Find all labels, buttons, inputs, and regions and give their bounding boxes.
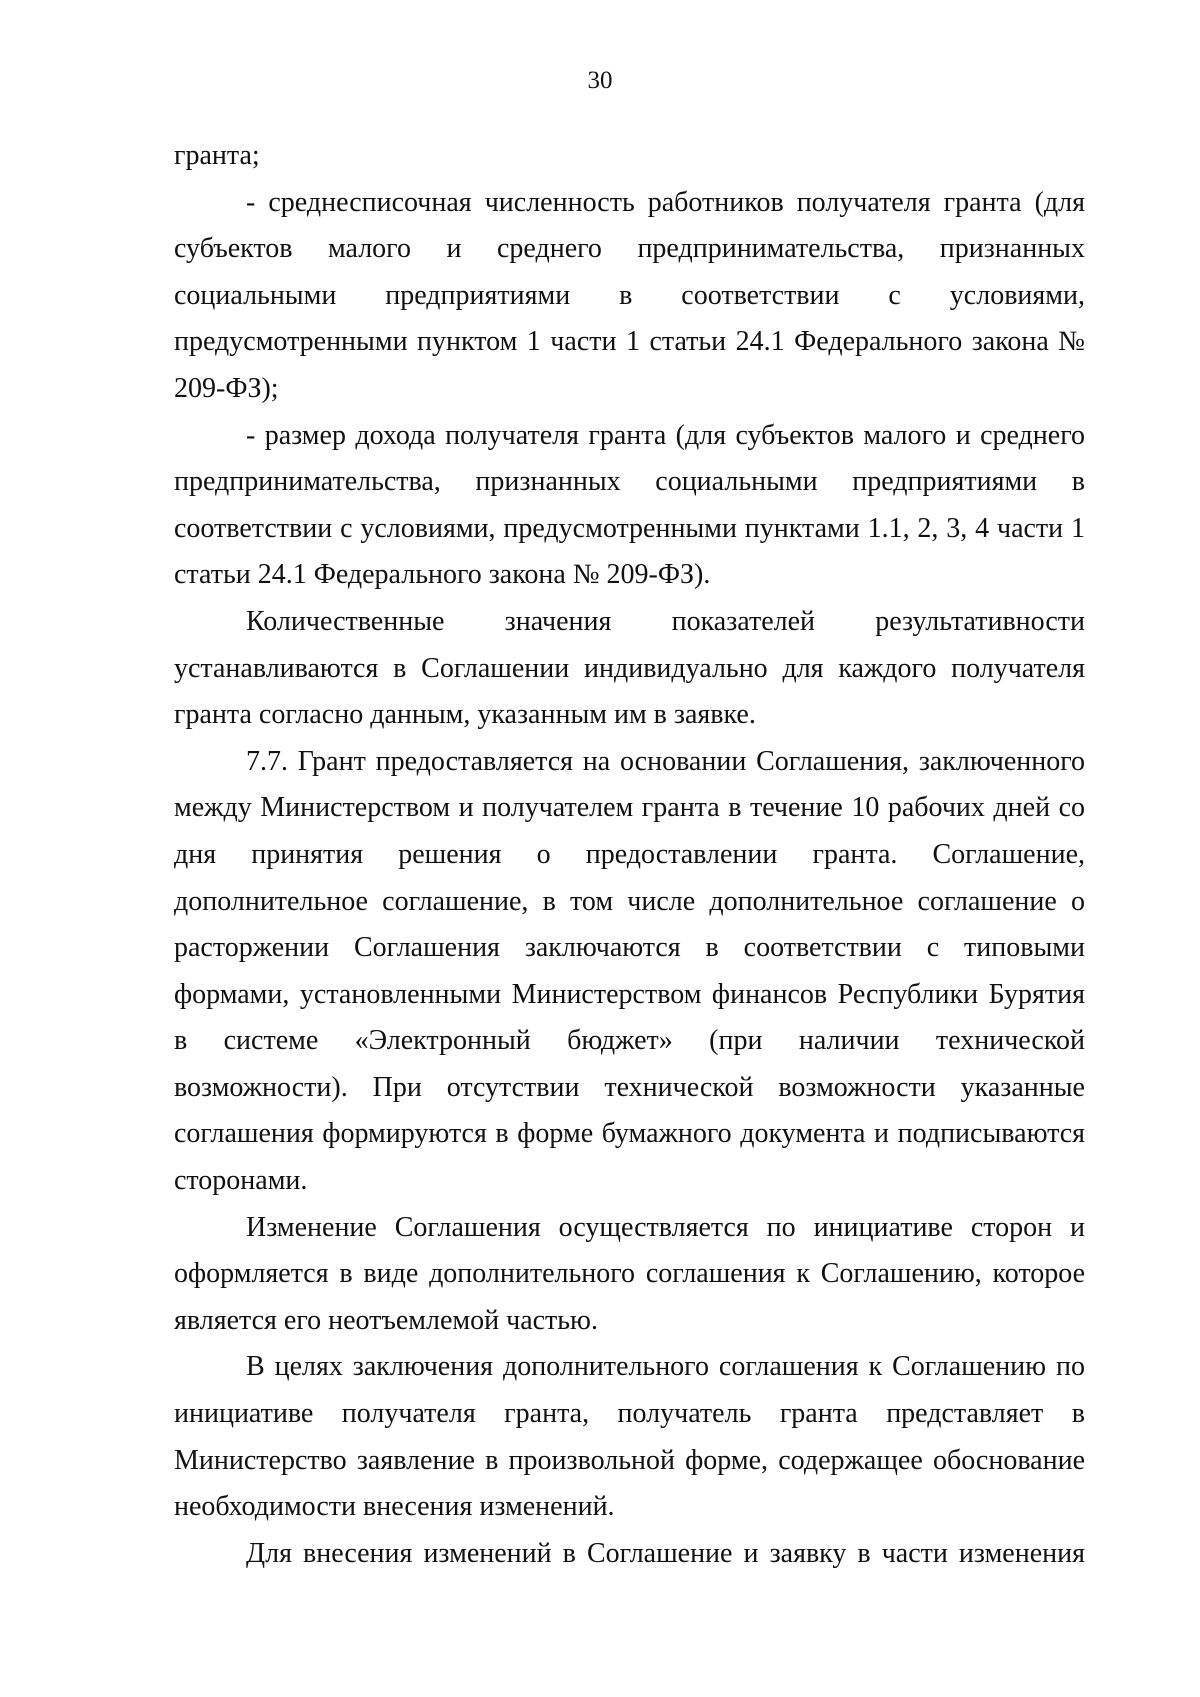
page-number: 30 [587,67,613,94]
document-body [174,133,1085,1577]
paragraph-agreement-amendment: Изменение Соглашения осуществляется по инициативе сторон и оформляется в виде дополнительного соглашения к Соглашению, которое является его неотъемлемой частью. [174,1211,1085,1336]
paragraph-income-indicator: - размер дохода получателя гранта (для субъектов малого и среднего предпринимательства, признанных социальными предприятиями в соответствии с условиями, предусмотренными пунктами 1.1, 2, 3, 4 части 1 статьи 24.1 Федерального закона № 209-ФЗ). [174,419,1085,591]
paragraph-headcount-indicator: - среднесписочная численность работников получателя гранта (для субъектов малого и среднего предпринимательства, признанных социальными предприятиями в соответствии с условиями, предусмотренными пунктом 1 части 1 статьи 24.1 Федерального закона № 209-ФЗ); [174,186,1085,404]
paragraph-7-7-grant-agreement: 7.7. Грант предоставляется на основании Соглашения, заключенного между Министерством и получателем гранта в течение 10 рабочих дней со дня принятия решения о предоставлении гранта. Соглашение, дополнительное соглашение, в том числе дополнительное соглашение о расторжении Соглашения заключаются в соответствии с типовыми формами, установленными Министерством финансов Республики Бурятия в системе «Электронный бюджет» (при наличии технической возможности). При отсутствии технической возможности указанные соглашения формируются в форме бумажного документа и подписываются сторонами. [174,745,1085,1197]
paragraph-quantitative-values: Количественные значения показателей результативности устанавливаются в Соглашении индивидуально для каждого получателя гранта согласно данным, указанным им в заявке. [174,605,1085,731]
paragraph-amendment-request: В целях заключения дополнительного соглашения к Соглашению по инициативе получателя гранта, получатель гранта представляет в Министерство заявление в произвольной форме, содержащее обоснование необходимости внесения изменений. [174,1351,1085,1523]
paragraph-continuation: гранта; [174,140,260,171]
paragraph-changes-application: Для внесения изменений в Соглашение и заявку в части изменения [246,1537,1085,1569]
